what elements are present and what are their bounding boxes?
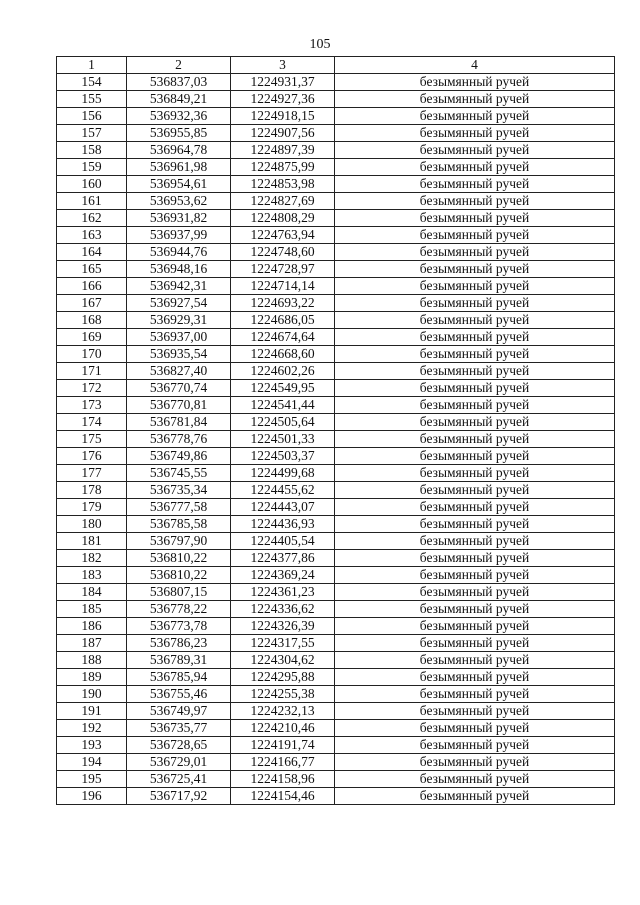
point-number-cell: 176 (57, 448, 127, 465)
y-coordinate-cell: 1224499,68 (231, 465, 335, 482)
table-row (57, 601, 615, 618)
point-number-cell: 180 (57, 516, 127, 533)
table-row (57, 720, 615, 737)
point-number-cell: 186 (57, 618, 127, 635)
object-name-cell: безымянный ручей (335, 329, 615, 346)
object-name-cell: безымянный ручей (335, 686, 615, 703)
object-name-cell: безымянный ручей (335, 278, 615, 295)
y-coordinate-cell: 1224232,13 (231, 703, 335, 720)
table-row (57, 635, 615, 652)
object-name-cell: безымянный ручей (335, 754, 615, 771)
y-coordinate-cell: 1224377,86 (231, 550, 335, 567)
point-number-cell: 191 (57, 703, 127, 720)
x-coordinate-cell: 536778,76 (127, 431, 231, 448)
object-name-cell: безымянный ручей (335, 346, 615, 363)
table-row (57, 618, 615, 635)
table-header (57, 57, 615, 74)
table-row (57, 754, 615, 771)
point-number-cell: 188 (57, 652, 127, 669)
table-row (57, 652, 615, 669)
x-coordinate-cell: 536781,84 (127, 414, 231, 431)
x-coordinate-cell: 536786,23 (127, 635, 231, 652)
y-coordinate-cell: 1224875,99 (231, 159, 335, 176)
point-number-cell: 155 (57, 91, 127, 108)
object-name-cell: безымянный ручей (335, 142, 615, 159)
x-coordinate-cell: 536961,98 (127, 159, 231, 176)
point-number-cell: 164 (57, 244, 127, 261)
object-name-cell: безымянный ручей (335, 363, 615, 380)
x-coordinate-cell: 536749,86 (127, 448, 231, 465)
table-row (57, 227, 615, 244)
x-coordinate-cell: 536810,22 (127, 567, 231, 584)
point-number-cell: 190 (57, 686, 127, 703)
object-name-cell: безымянный ручей (335, 193, 615, 210)
point-number-cell: 183 (57, 567, 127, 584)
table-row (57, 159, 615, 176)
point-number-cell: 174 (57, 414, 127, 431)
x-coordinate-cell: 536929,31 (127, 312, 231, 329)
point-number-cell: 178 (57, 482, 127, 499)
y-coordinate-cell: 1224602,26 (231, 363, 335, 380)
object-name-cell: безымянный ручей (335, 74, 615, 91)
point-number-cell: 160 (57, 176, 127, 193)
x-coordinate-cell: 536773,78 (127, 618, 231, 635)
x-coordinate-cell: 536827,40 (127, 363, 231, 380)
table-row (57, 737, 615, 754)
y-coordinate-cell: 1224503,37 (231, 448, 335, 465)
point-number-cell: 157 (57, 125, 127, 142)
object-name-cell: безымянный ручей (335, 652, 615, 669)
header-cell-point-number: 1 (57, 57, 127, 74)
object-name-cell: безымянный ручей (335, 584, 615, 601)
point-number-cell: 184 (57, 584, 127, 601)
table-row (57, 533, 615, 550)
page-number: 105 (309, 37, 331, 52)
point-number-cell: 196 (57, 788, 127, 805)
table-row (57, 431, 615, 448)
y-coordinate-cell: 1224158,96 (231, 771, 335, 788)
table-row (57, 380, 615, 397)
object-name-cell: безымянный ручей (335, 482, 615, 499)
y-coordinate-cell: 1224808,29 (231, 210, 335, 227)
table-row (57, 516, 615, 533)
y-coordinate-cell: 1224853,98 (231, 176, 335, 193)
x-coordinate-cell: 536797,90 (127, 533, 231, 550)
y-coordinate-cell: 1224455,62 (231, 482, 335, 499)
table-row (57, 91, 615, 108)
table-row (57, 550, 615, 567)
y-coordinate-cell: 1224295,88 (231, 669, 335, 686)
point-number-cell: 181 (57, 533, 127, 550)
object-name-cell: безымянный ручей (335, 125, 615, 142)
y-coordinate-cell: 1224436,93 (231, 516, 335, 533)
y-coordinate-cell: 1224693,22 (231, 295, 335, 312)
point-number-cell: 185 (57, 601, 127, 618)
table-row (57, 74, 615, 91)
y-coordinate-cell: 1224210,46 (231, 720, 335, 737)
table-row (57, 261, 615, 278)
object-name-cell: безымянный ручей (335, 176, 615, 193)
point-number-cell: 187 (57, 635, 127, 652)
y-coordinate-cell: 1224317,55 (231, 635, 335, 652)
table-row (57, 669, 615, 686)
y-coordinate-cell: 1224443,07 (231, 499, 335, 516)
point-number-cell: 175 (57, 431, 127, 448)
point-number-cell: 195 (57, 771, 127, 788)
y-coordinate-cell: 1224191,74 (231, 737, 335, 754)
y-coordinate-cell: 1224686,05 (231, 312, 335, 329)
point-number-cell: 156 (57, 108, 127, 125)
x-coordinate-cell: 536810,22 (127, 550, 231, 567)
table-row (57, 397, 615, 414)
y-coordinate-cell: 1224154,46 (231, 788, 335, 805)
x-coordinate-cell: 536785,94 (127, 669, 231, 686)
x-coordinate-cell: 536770,74 (127, 380, 231, 397)
x-coordinate-cell: 536932,36 (127, 108, 231, 125)
table-row (57, 346, 615, 363)
x-coordinate-cell: 536931,82 (127, 210, 231, 227)
object-name-cell: безымянный ручей (335, 397, 615, 414)
object-name-cell: безымянный ручей (335, 788, 615, 805)
table-row (57, 244, 615, 261)
object-name-cell: безымянный ручей (335, 227, 615, 244)
object-name-cell: безымянный ручей (335, 244, 615, 261)
x-coordinate-cell: 536837,03 (127, 74, 231, 91)
y-coordinate-cell: 1224714,14 (231, 278, 335, 295)
y-coordinate-cell: 1224897,39 (231, 142, 335, 159)
x-coordinate-cell: 536927,54 (127, 295, 231, 312)
x-coordinate-cell: 536785,58 (127, 516, 231, 533)
table-row (57, 329, 615, 346)
x-coordinate-cell: 536954,61 (127, 176, 231, 193)
table-body (57, 74, 615, 805)
table-row (57, 108, 615, 125)
y-coordinate-cell: 1224505,64 (231, 414, 335, 431)
x-coordinate-cell: 536717,92 (127, 788, 231, 805)
header-cell-object-name: 4 (335, 57, 615, 74)
table-row (57, 703, 615, 720)
object-name-cell: безымянный ручей (335, 618, 615, 635)
x-coordinate-cell: 536755,46 (127, 686, 231, 703)
y-coordinate-cell: 1224668,60 (231, 346, 335, 363)
x-coordinate-cell: 536749,97 (127, 703, 231, 720)
object-name-cell: безымянный ручей (335, 91, 615, 108)
table-row (57, 142, 615, 159)
object-name-cell: безымянный ручей (335, 771, 615, 788)
x-coordinate-cell: 536728,65 (127, 737, 231, 754)
object-name-cell: безымянный ручей (335, 108, 615, 125)
x-coordinate-cell: 536942,31 (127, 278, 231, 295)
object-name-cell: безымянный ручей (335, 516, 615, 533)
y-coordinate-cell: 1224748,60 (231, 244, 335, 261)
point-number-cell: 166 (57, 278, 127, 295)
y-coordinate-cell: 1224336,62 (231, 601, 335, 618)
table-row (57, 482, 615, 499)
y-coordinate-cell: 1224166,77 (231, 754, 335, 771)
point-number-cell: 182 (57, 550, 127, 567)
point-number-cell: 159 (57, 159, 127, 176)
x-coordinate-cell: 536778,22 (127, 601, 231, 618)
table-row (57, 686, 615, 703)
x-coordinate-cell: 536789,31 (127, 652, 231, 669)
point-number-cell: 167 (57, 295, 127, 312)
x-coordinate-cell: 536777,58 (127, 499, 231, 516)
x-coordinate-cell: 536953,62 (127, 193, 231, 210)
coordinates-table (56, 56, 615, 805)
object-name-cell: безымянный ручей (335, 159, 615, 176)
point-number-cell: 194 (57, 754, 127, 771)
point-number-cell: 171 (57, 363, 127, 380)
y-coordinate-cell: 1224326,39 (231, 618, 335, 635)
object-name-cell: безымянный ручей (335, 312, 615, 329)
y-coordinate-cell: 1224501,33 (231, 431, 335, 448)
x-coordinate-cell: 536935,54 (127, 346, 231, 363)
point-number-cell: 162 (57, 210, 127, 227)
table-row (57, 295, 615, 312)
point-number-cell: 177 (57, 465, 127, 482)
point-number-cell: 169 (57, 329, 127, 346)
point-number-cell: 192 (57, 720, 127, 737)
y-coordinate-cell: 1224361,23 (231, 584, 335, 601)
header-cell-x-coordinate: 2 (127, 57, 231, 74)
header-cell-y-coordinate: 3 (231, 57, 335, 74)
table-row (57, 210, 615, 227)
y-coordinate-cell: 1224304,62 (231, 652, 335, 669)
x-coordinate-cell: 536937,00 (127, 329, 231, 346)
y-coordinate-cell: 1224674,64 (231, 329, 335, 346)
object-name-cell: безымянный ручей (335, 499, 615, 516)
table-row (57, 499, 615, 516)
x-coordinate-cell: 536745,55 (127, 465, 231, 482)
x-coordinate-cell: 536735,77 (127, 720, 231, 737)
y-coordinate-cell: 1224918,15 (231, 108, 335, 125)
table-row (57, 771, 615, 788)
x-coordinate-cell: 536770,81 (127, 397, 231, 414)
table-row (57, 278, 615, 295)
object-name-cell: безымянный ручей (335, 669, 615, 686)
y-coordinate-cell: 1224931,37 (231, 74, 335, 91)
table-row (57, 176, 615, 193)
object-name-cell: безымянный ручей (335, 550, 615, 567)
x-coordinate-cell: 536948,16 (127, 261, 231, 278)
point-number-cell: 161 (57, 193, 127, 210)
header-row (57, 57, 615, 74)
object-name-cell: безымянный ручей (335, 431, 615, 448)
y-coordinate-cell: 1224907,56 (231, 125, 335, 142)
point-number-cell: 173 (57, 397, 127, 414)
point-number-cell: 158 (57, 142, 127, 159)
point-number-cell: 163 (57, 227, 127, 244)
y-coordinate-cell: 1224405,54 (231, 533, 335, 550)
object-name-cell: безымянный ручей (335, 414, 615, 431)
x-coordinate-cell: 536955,85 (127, 125, 231, 142)
object-name-cell: безымянный ручей (335, 261, 615, 278)
object-name-cell: безымянный ручей (335, 210, 615, 227)
y-coordinate-cell: 1224369,24 (231, 567, 335, 584)
point-number-cell: 154 (57, 74, 127, 91)
y-coordinate-cell: 1224728,97 (231, 261, 335, 278)
object-name-cell: безымянный ручей (335, 635, 615, 652)
y-coordinate-cell: 1224549,95 (231, 380, 335, 397)
object-name-cell: безымянный ручей (335, 601, 615, 618)
table-row (57, 584, 615, 601)
y-coordinate-cell: 1224927,36 (231, 91, 335, 108)
x-coordinate-cell: 536735,34 (127, 482, 231, 499)
object-name-cell: безымянный ручей (335, 720, 615, 737)
table-row (57, 567, 615, 584)
table-row (57, 414, 615, 431)
point-number-cell: 170 (57, 346, 127, 363)
x-coordinate-cell: 536725,41 (127, 771, 231, 788)
x-coordinate-cell: 536807,15 (127, 584, 231, 601)
table-row (57, 363, 615, 380)
table-row (57, 788, 615, 805)
object-name-cell: безымянный ручей (335, 448, 615, 465)
object-name-cell: безымянный ручей (335, 703, 615, 720)
point-number-cell: 179 (57, 499, 127, 516)
point-number-cell: 168 (57, 312, 127, 329)
y-coordinate-cell: 1224255,38 (231, 686, 335, 703)
x-coordinate-cell: 536964,78 (127, 142, 231, 159)
y-coordinate-cell: 1224763,94 (231, 227, 335, 244)
point-number-cell: 165 (57, 261, 127, 278)
point-number-cell: 189 (57, 669, 127, 686)
object-name-cell: безымянный ручей (335, 533, 615, 550)
table-row (57, 193, 615, 210)
object-name-cell: безымянный ручей (335, 737, 615, 754)
y-coordinate-cell: 1224827,69 (231, 193, 335, 210)
object-name-cell: безымянный ручей (335, 295, 615, 312)
x-coordinate-cell: 536937,99 (127, 227, 231, 244)
table-row (57, 312, 615, 329)
object-name-cell: безымянный ручей (335, 465, 615, 482)
table-row (57, 465, 615, 482)
table-row (57, 125, 615, 142)
point-number-cell: 172 (57, 380, 127, 397)
object-name-cell: безымянный ручей (335, 380, 615, 397)
x-coordinate-cell: 536729,01 (127, 754, 231, 771)
point-number-cell: 193 (57, 737, 127, 754)
x-coordinate-cell: 536944,76 (127, 244, 231, 261)
y-coordinate-cell: 1224541,44 (231, 397, 335, 414)
object-name-cell: безымянный ручей (335, 567, 615, 584)
x-coordinate-cell: 536849,21 (127, 91, 231, 108)
table-row (57, 448, 615, 465)
